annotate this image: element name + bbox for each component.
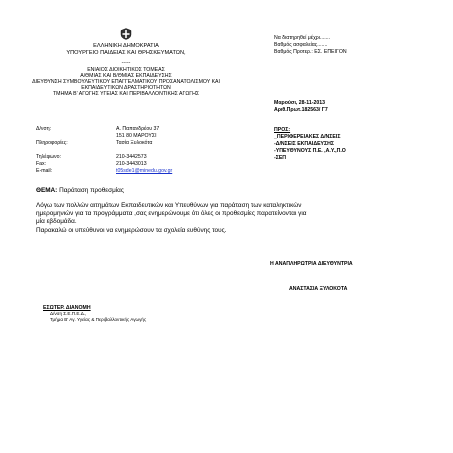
directorate-line-2: ΕΚΠΑΙΔΕΥΤΙΚΩΝ ΔΡΑΣΤΗΡΙΟΤΗΤΩΝ: [81, 85, 171, 91]
address-label: Δ/νση:: [36, 126, 52, 132]
department-name: ΤΜΗΜΑ Β' ΑΓΩΓΗΣ ΥΓΕΙΑΣ ΚΑΙ ΠΕΡΙΒΑΛΛΟΝΤΙΚΗΣ ΑΓΩΓΗΣ: [52, 91, 200, 97]
phone-value: 210-3442573: [116, 154, 147, 160]
internal-distribution-line-1: Δ/νση Σ.Ε.Π.Ε.Δ.,: [50, 311, 87, 316]
subject-label: ΘΕΜΑ:: [36, 187, 58, 194]
internal-distribution-line-2: Τμήμα Β' Αγ. Υγείας & Περιβαλλοντικής Αγωγής: [50, 317, 147, 322]
priority-line: Βαθμός Προτερ.: ΕΣ. ΕΠΕΙΓΟΝ: [274, 49, 347, 55]
date-line: Μαρούσι, 28-11-2013: [274, 100, 326, 106]
fax-value: 210-3443013: [116, 161, 147, 167]
recipient-regional-directorates: _ΠΕΡΙΦΕΡΕΙΑΚΕΣ Δ/ΝΣΕΙΣ: [274, 134, 341, 140]
recipient-sep: -ΣΕΠ: [274, 155, 287, 161]
subject-line: [36, 188, 124, 194]
email-label: E-mail:: [36, 168, 53, 174]
security-level-line: Βαθμός ασφαλείας.......: [274, 42, 328, 48]
body-paragraph-2: Παρακαλώ οι υπεύθυνοι να ενημερώσουν τα σχολεία ευθύνης τους.: [36, 227, 227, 234]
education-levels: Α/ΘΜΙΑΣ ΚΑΙ Β/ΘΜΙΑΣ ΕΚΠΑΙΔΕΥΣΗΣ: [80, 73, 172, 79]
info-value: Τασία Ξυλοκότα: [116, 140, 153, 146]
info-label: Πληροφορίες:: [36, 140, 68, 146]
email-link[interactable]: t05sde1@minedu.gov.gr: [116, 168, 173, 174]
signature-role: Η ΑΝΑΠΛΗΡΩΤΡΙΑ ΔΙΕΥΘΥΝΤΡΙΑ: [270, 261, 353, 267]
country-name: ΕΛΛΗΝΙΚΗ ΔΗΜΟΚΡΑΤΙΑ: [93, 43, 159, 49]
recipient-education-directorates: -Δ/ΝΣΕΙΣ ΕΚΠΑΙΔΕΥΣΗΣ: [274, 141, 334, 147]
body-paragraph-1-line-3: μία εβδομάδα.: [36, 218, 77, 225]
address-value: Α. Παπανδρέου 37: [116, 126, 160, 132]
ministry-name: ΥΠΟΥΡΓΕΙΟ ΠΑΙΔΕΙΑΣ ΚΑΙ ΘΡΗΣΚΕΥΜΑΤΩΝ,: [66, 50, 186, 56]
fax-label: Fax:: [36, 161, 47, 167]
internal-distribution-title: ΕΣΩΤΕΡ. ΔΙΑΝΟΜΗ: [43, 305, 91, 311]
directorate-line-1: ΔΙΕΥΘΥΝΣΗ ΣΥΜΒΟΥΛΕΥΤΙΚΟΥ ΕΠΑΓΓΕΛΜΑΤΙΚΟΥ ΠΡΟΣΑΝΑΤΟΛΙΣΜΟΥ ΚΑΙ: [32, 79, 220, 85]
greek-emblem-icon: [120, 28, 132, 40]
recipients-title: ΠΡΟΣ:: [274, 127, 291, 133]
protocol-number: Αριθ.Πρωτ.182563/ Γ7: [274, 107, 328, 113]
subject-text: Παράταση προθεσμίας: [59, 187, 124, 194]
phone-label: Τηλέφωνο:: [36, 154, 61, 160]
retention-line: Να διατηρηθεί μέχρι.......: [274, 35, 331, 41]
body-paragraph-1-line-1: Λόγω των πολλών αιτημάτων Εκπαιδευτικών και Υπευθύνων για παράταση των καταληκτικών: [36, 202, 302, 209]
header-separator: -----: [121, 60, 131, 66]
sector-name: ΕΝΙΑΙΟΣ ΔΙΟΙΚΗΤΙΚΟΣ ΤΟΜΕΑΣ: [87, 67, 165, 73]
body-paragraph-1-line-2: ημερομηνιών για τα προγράμματα ,σας ενημερώνουμε ότι όλες οι προθεσμίες παρατείνονται για: [36, 210, 307, 217]
postal-value: 151 80 ΜΑΡΟΥΣΙ: [116, 133, 157, 139]
recipient-responsible-officers: -ΥΠΕΥΘΥΝΟΥΣ Π.Ε. ,Α.Υ.,Π.Ο: [274, 148, 346, 154]
signature-name: ΑΝΑΣΤΑΣΙΑ ΞΥΛΟΚΟΤΑ: [289, 286, 348, 292]
